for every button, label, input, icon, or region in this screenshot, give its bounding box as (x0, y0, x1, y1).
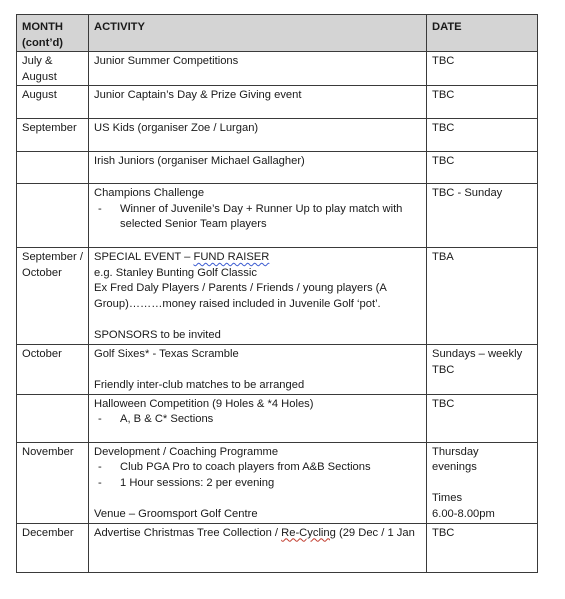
header-month: MONTH (cont’d) (17, 15, 89, 52)
table-row (17, 394, 538, 442)
bullet-item: - 1 Hour sessions: 2 per evening (98, 476, 275, 489)
fund-raiser-text: FUND RAISER (193, 251, 270, 263)
recycling-text: Re-Cycling (281, 526, 336, 539)
table-row (17, 523, 538, 572)
month-cell (17, 184, 89, 248)
table-row (17, 345, 538, 395)
month-cell: July & August (17, 52, 89, 86)
activity-cell: Halloween Competition (9 Holes & *4 Holes) - A, B & C* Sections (89, 394, 427, 442)
month-cell: November (17, 442, 89, 523)
date-cell: TBC - Sunday (427, 184, 538, 248)
date-cell: Thursday evenings Times 6.00-8.00pm (427, 442, 538, 523)
activity-cell: Champions Challenge - Winner of Juvenile’s Day + Runner Up to play match with selected Senior Team players (89, 184, 427, 248)
date-cell: TBC (427, 52, 538, 86)
table-row (17, 152, 538, 184)
header-date: DATE (427, 15, 538, 52)
month-cell: September / October (17, 248, 89, 345)
date-cell: TBC (427, 394, 538, 442)
date-cell: TBC (427, 119, 538, 152)
table-row (17, 248, 538, 345)
activity-cell: Junior Summer Competitions (89, 52, 427, 86)
table-row (17, 119, 538, 152)
month-cell: December (17, 523, 89, 572)
date-cell: Sundays – weekly TBC (427, 345, 538, 395)
month-cell: August (17, 86, 89, 119)
table-row (17, 86, 538, 119)
month-cell (17, 152, 89, 184)
bullet-item: - A, B & C* Sections (98, 413, 214, 425)
activity-cell: Advertise Christmas Tree Collection / Re-Cycling (29 Dec / 1 Jan (89, 523, 427, 572)
activity-cell: Irish Juniors (organiser Michael Gallagher) (89, 152, 427, 184)
table-row (17, 184, 538, 248)
month-cell: October (17, 345, 89, 395)
table-row (17, 52, 538, 86)
activity-cell: US Kids (organiser Zoe / Lurgan) (89, 119, 427, 152)
bullet-item: - Club PGA Pro to coach players from A&B Sections (98, 461, 371, 473)
header-row (17, 15, 538, 52)
bullet-item: - Winner of Juvenile’s Day + Runner Up to play match with selected Senior Team players (98, 202, 403, 230)
month-cell (17, 394, 89, 442)
date-cell: TBC (427, 152, 538, 184)
events-table (16, 14, 538, 573)
date-cell: TBC (427, 86, 538, 119)
date-cell: TBC (427, 523, 538, 572)
activity-cell: Golf Sixes* - Texas Scramble Friendly inter-club matches to be arranged (89, 345, 427, 395)
month-cell: September (17, 119, 89, 152)
header-activity: ACTIVITY (89, 15, 427, 52)
activity-cell: Junior Captain’s Day & Prize Giving event (89, 86, 427, 119)
activity-cell: Development / Coaching Programme - Club PGA Pro to coach players from A&B Sections - 1 Hour sessions: 2 per evening Venue – Groomsport Golf Centre (89, 442, 427, 523)
activity-cell: SPECIAL EVENT – FUND RAISER e.g. Stanley Bunting Golf Classic Ex Fred Daly Players / Parents / Friends / young players (A Group)………money raised included in Juvenile Golf ‘pot’. SPONSORS to be invited (89, 248, 427, 345)
date-cell: TBA (427, 248, 538, 345)
table-row (17, 442, 538, 523)
